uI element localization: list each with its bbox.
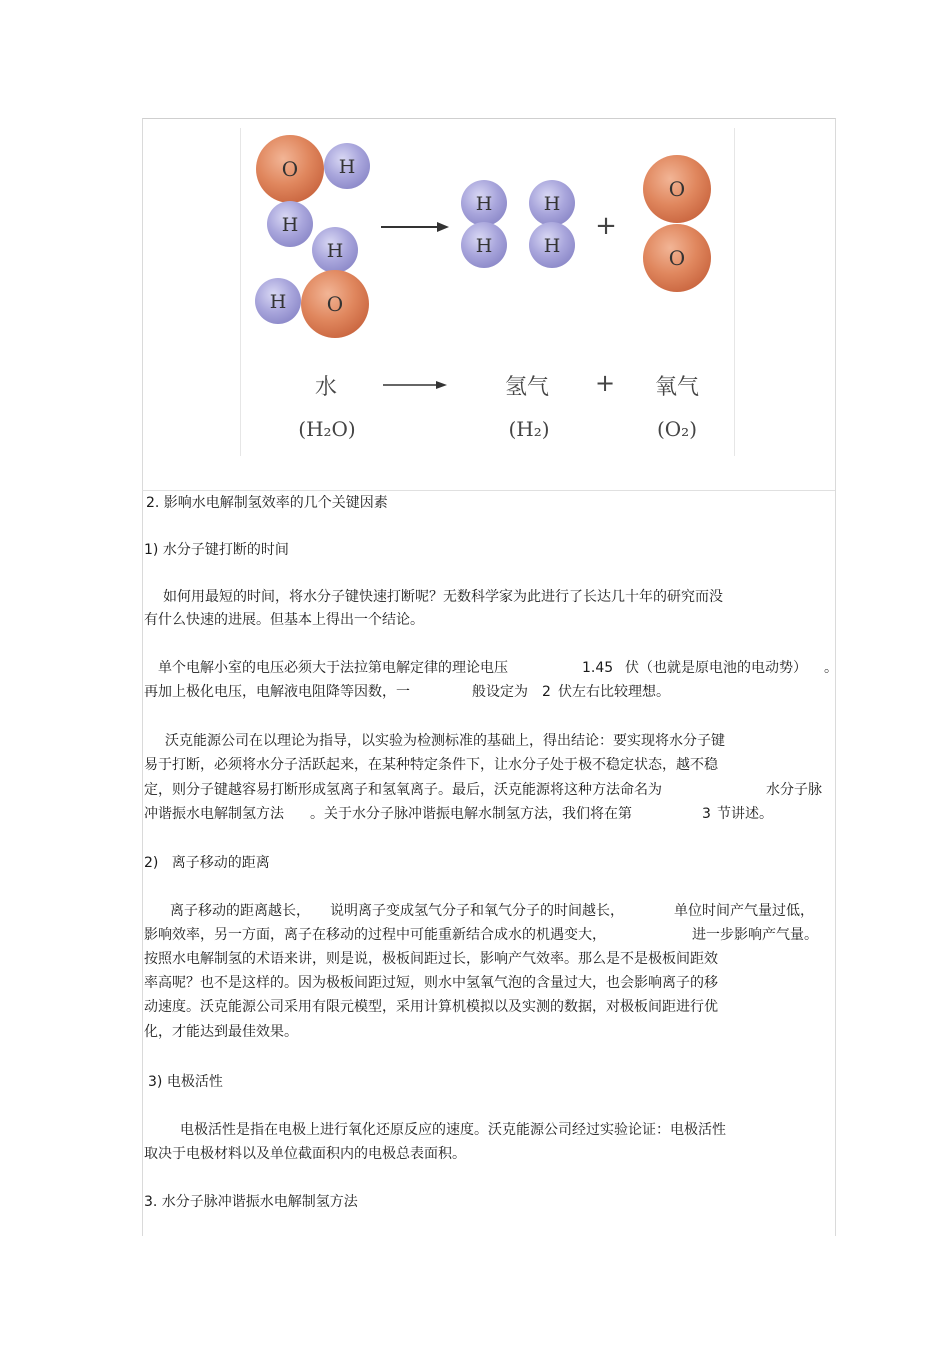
word-equation-plus: + (594, 369, 616, 397)
hydrogen-atom-label: H (543, 235, 561, 257)
paragraph-line: 节讲述。 (717, 806, 773, 822)
paragraph-line: 进一步影响产气量。 (692, 927, 818, 943)
section-number: 3 (702, 806, 711, 822)
label-water: 水 (314, 375, 338, 400)
hydrogen-atom-label: H (281, 214, 299, 236)
paragraph-line: 影响效率，另一方面，离子在移动的过程中可能重新结合成水的机遇变大， (144, 927, 606, 943)
oxygen-atom-label: O (326, 292, 344, 316)
paragraph-line: 冲谐振水电解制氢方法 (144, 806, 284, 822)
hydrogen-atom-label: H (269, 291, 287, 313)
oxygen-molecule (643, 155, 711, 292)
paragraph-line: 动速度。沃克能源公司采用有限元模型，采用计算机模拟以及实测的数据，对极板间距进行优 (144, 999, 718, 1015)
figure-divider (142, 490, 835, 491)
voltage-value: 2 (542, 684, 551, 700)
paragraph-line: 沃克能源公司在以理论为指导，以实验为检测标准的基础上，得出结论：要实现将水分子键 (165, 733, 725, 749)
hydrogen-atom-label: H (326, 240, 344, 262)
reaction-arrow (381, 222, 449, 232)
hydrogen-atom-label: H (475, 193, 493, 215)
paragraph-line: 单个电解小室的电压必须大于法拉第电解定律的理论电压 (158, 660, 508, 676)
subsection-2-heading: 2) 离子移动的距离 (144, 855, 270, 871)
subsection-3-heading: 3) 电极活性 (148, 1074, 223, 1090)
paragraph-line: 易于打断，必须将水分子活跃起来，在某种特定条件下，让水分子处于极不稳定状态，越不稳 (144, 757, 718, 773)
subsection-1-heading: 1) 水分子键打断的时间 (144, 542, 289, 558)
paragraph-line: 有什么快速的进展。但基本上得出一个结论。 (144, 612, 424, 628)
paragraph-line: 取决于电极材料以及单位截面积内的电极总表面积。 (144, 1146, 466, 1162)
paragraph-line: 。 (824, 660, 838, 676)
oxygen-atom-label: O (668, 177, 686, 201)
paragraph-line: 伏左右比较理想。 (558, 684, 670, 700)
paragraph-line: 按照水电解制氢的术语来讲，则是说，极板间距过长，影响产气效率。那么是不是极板间距效 (144, 951, 718, 967)
section-3-heading: 3. 水分子脉冲谐振水电解制氢方法 (144, 1194, 358, 1210)
label-hydrogen: 氢气 (504, 375, 550, 400)
paragraph-line: 。关于水分子脉冲谐振电解水制氢方法，我们将在第 (310, 806, 632, 822)
hydrogen-molecule-1 (461, 180, 507, 268)
hydrogen-atom-label: H (543, 193, 561, 215)
word-equation-arrow (383, 381, 447, 389)
paragraph-line: 化，才能达到最佳效果。 (144, 1024, 298, 1040)
formula-hydrogen: (H₂) (508, 417, 550, 441)
section-2-heading: 2. 影响水电解制氢效率的几个关键因素 (146, 495, 388, 511)
hydrogen-atom-label: H (338, 156, 356, 178)
paragraph-line: 定，则分子键越容易打断形成氢离子和氢氧离子。最后，沃克能源将这种方法命名为 (144, 782, 662, 798)
paragraph-line: 单位时间产气量过低， (674, 903, 814, 919)
reaction-diagram (241, 128, 734, 456)
paragraph-line: 水分子脉 (766, 782, 822, 798)
formula-oxygen: (O₂) (656, 417, 698, 441)
oxygen-atom-label: O (281, 157, 299, 181)
paragraph-line: 离子移动的距离越长， (170, 903, 310, 919)
voltage-value: 1.45 (582, 660, 614, 676)
label-oxygen: 氧气 (654, 375, 700, 400)
paragraph-line: 率高呢？也不是这样的。因为极板间距过短，则水中氢氧气泡的含量过大，也会影响离子的移 (144, 975, 718, 991)
formula-water: (H₂O) (298, 417, 356, 441)
paragraph-line: 如何用最短的时间，将水分子键快速打断呢？无数科学家为此进行了长达几十年的研究而没 (163, 589, 723, 605)
paragraph-line: 电极活性是指在电极上进行氧化还原反应的速度。沃克能源公司经过实验论证：电极活性 (180, 1122, 726, 1138)
water-molecule-1 (256, 135, 370, 247)
paragraph-line: 再加上极化电压，电解液电阻降等因数，一 (144, 684, 410, 700)
hydrogen-atom-label: H (475, 235, 493, 257)
plus-sign: + (595, 211, 617, 241)
hydrogen-molecule-2 (529, 180, 575, 268)
oxygen-atom-label: O (668, 246, 686, 270)
water-electrolysis-figure (240, 128, 735, 456)
paragraph-line: 伏（也就是原电池的电动势） (625, 660, 807, 676)
water-molecule-2 (255, 227, 369, 338)
paragraph-line: 说明离子变成氢气分子和氧气分子的时间越长， (330, 903, 624, 919)
paragraph-line: 般设定为 (472, 684, 528, 700)
